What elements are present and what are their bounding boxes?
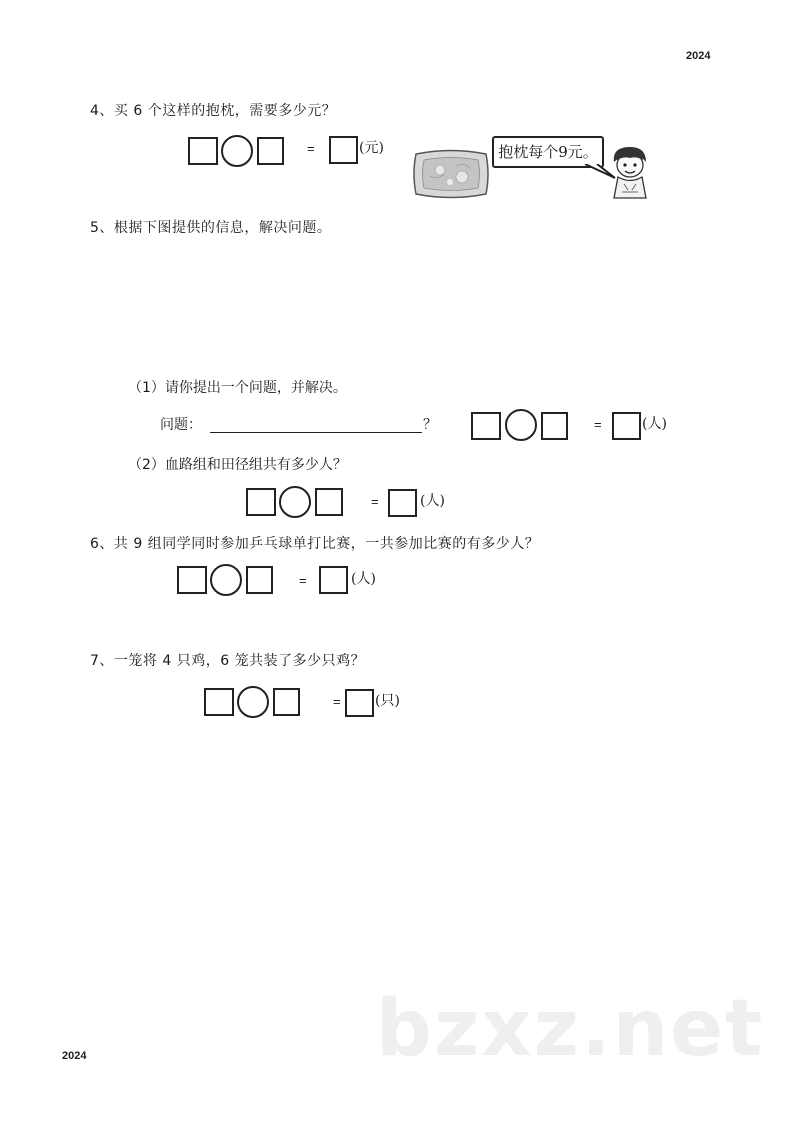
q5-part2-equals-sign: = — [371, 494, 379, 509]
question-6-text: 6、共 9 组同学同时参加乒乓球单打比赛，一共参加比赛的有多少人？ — [90, 536, 540, 552]
q6-equals-sign: = — [299, 573, 307, 588]
pillow-image — [410, 146, 492, 202]
q5-part2-operator-circle[interactable] — [279, 486, 311, 518]
q5-part2-operand-box-2[interactable] — [315, 488, 343, 516]
q5-part1-equals-sign: = — [594, 417, 602, 432]
question-7-text: 7、一笼将 4 只鸡，6 笼共装了多少只鸡？ — [90, 653, 366, 669]
q7-operand-box-1[interactable] — [204, 688, 234, 716]
q5-part2-text: （2）血路组和田径组共有多少人？ — [128, 457, 347, 473]
q4-unit-label: (元) — [359, 140, 384, 156]
q6-operand-box-2[interactable] — [246, 566, 273, 594]
q5-part1-operator-circle[interactable] — [505, 409, 537, 441]
question-4-text: 4、买 6 个这样的抱枕，需要多少元？ — [90, 103, 337, 119]
q5-part2-operand-box-1[interactable] — [246, 488, 276, 516]
question-5-text: 5、根据下图提供的信息，解决问题。 — [90, 220, 332, 236]
q5-part1-text: （1）请你提出一个问题，并解决。 — [128, 380, 347, 396]
q4-answer-box[interactable] — [329, 136, 358, 164]
q6-operator-circle[interactable] — [210, 564, 242, 596]
q7-unit-label: (只) — [375, 693, 400, 709]
q4-operand-box-1[interactable] — [188, 137, 218, 165]
site-watermark: bzxz.net — [376, 984, 765, 1074]
q5-part1-question-blank[interactable] — [210, 432, 422, 433]
q5-part1-operand-box-1[interactable] — [471, 412, 501, 440]
q6-operand-box-1[interactable] — [177, 566, 207, 594]
price-speech-bubble: 抱枕每个9元。 — [492, 136, 604, 168]
q6-answer-box[interactable] — [319, 566, 348, 594]
q5-part2-answer-box[interactable] — [388, 489, 417, 517]
q4-operator-circle[interactable] — [221, 135, 253, 167]
q6-unit-label: (人) — [351, 571, 376, 587]
year-header: 2024 — [686, 50, 711, 62]
q5-part1-question-label: 问题： — [160, 417, 202, 433]
q7-operator-circle[interactable] — [237, 686, 269, 718]
q4-equals-sign: = — [307, 141, 315, 156]
q7-operand-box-2[interactable] — [273, 688, 300, 716]
q5-part1-answer-box[interactable] — [612, 412, 641, 440]
q7-equals-sign: = — [333, 694, 341, 709]
boy-image — [606, 144, 654, 200]
q7-answer-box[interactable] — [345, 689, 374, 717]
q5-part1-question-mark: ？ — [423, 417, 437, 433]
q5-part2-unit-label: (人) — [420, 493, 445, 509]
q4-operand-box-2[interactable] — [257, 137, 284, 165]
q5-part1-operand-box-2[interactable] — [541, 412, 568, 440]
year-footer: 2024 — [62, 1050, 87, 1062]
q5-part1-unit-label: (人) — [642, 416, 667, 432]
